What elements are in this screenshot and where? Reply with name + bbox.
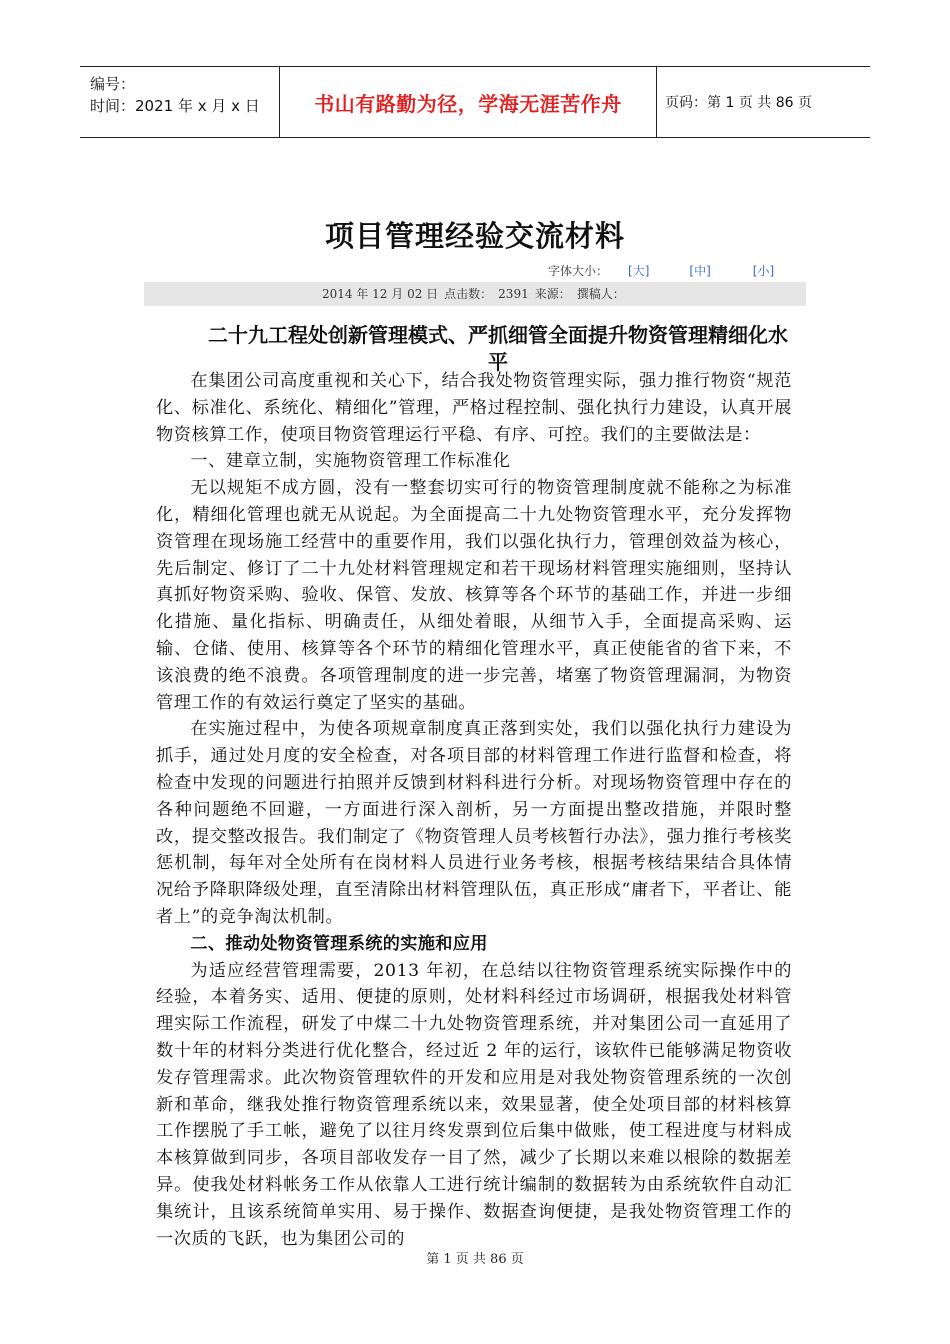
font-size-large-link[interactable]: [大] <box>628 264 650 278</box>
number-label: 编号： <box>90 75 136 93</box>
font-size-label: 字体大小： <box>548 264 609 278</box>
clicks-label: 点击数： <box>444 287 493 301</box>
document-title: 项目管理经验交流材料 <box>324 219 625 253</box>
section-heading: 二、推动处物资管理系统的实施和应用 <box>190 933 488 954</box>
page-header-table <box>80 66 870 138</box>
section-heading: 一、建章立制，实施物资管理工作标准化 <box>190 451 511 472</box>
page-info: 页码：第 1 页 共 86 页 <box>665 95 812 111</box>
article-body <box>156 368 792 1252</box>
article-subtitle: 二十九工程处创新管理模式、严抓细管全面提升物资管理精细化水平 <box>208 323 788 374</box>
article-meta-bar <box>144 282 806 306</box>
paragraph: 在集团公司高度重视和关心下，结合我处物资管理实际，强力推行物资“规范化、标准化、系统化、精细化”管理，严格过程控制、强化执行力建设，认真开展物资核算工作，使项目物资管理运行平稳、有序、可控。我们的主要做法是： <box>156 371 792 445</box>
font-size-small-link[interactable]: [小] <box>752 264 775 278</box>
font-size-medium-link[interactable]: [中] <box>689 264 711 278</box>
author-label: 撰稿人： <box>576 287 625 301</box>
paragraph: 在实施过程中，为使各项规章制度真正落到实处，我们以强化执行力建设为抓手，通过处月度的安全检查，对各项目部的材料管理工作进行监督和检查，将检查中发现的问题进行拍照并反馈到材料科进行分析。对现场物资管理中存在的各种问题绝不回避，一方面进行深入剖析，另一方面提出整改措施，并限时整改，提交整改报告。我们制定了《物资管理人员考核暂行办法》，强力推行考核奖惩机制，每年对全处所有在岗材料人员进行业务考核，根据考核结果结合具体情况给予降职降级处理，直至清除出材料管理队伍，真正形成“庸者下，平者让、能者上”的竞争淘汰机制。 <box>156 719 792 927</box>
publish-date: 2014 年 12 月 02 日 <box>322 287 439 301</box>
source-label: 来源： <box>534 287 571 301</box>
page-footer: 第 1 页 共 86 页 <box>426 1252 524 1267</box>
clicks-count: 2391 <box>498 287 529 301</box>
header-left-cell <box>80 67 280 137</box>
time-label: 时间：2021 年 x 月 x 日 <box>90 97 260 115</box>
font-size-controls <box>548 262 774 279</box>
paragraph: 无以规矩不成方圆，没有一整套切实可行的物资管理制度就不能称之为标准化，精细化管理也就无从说起。为全面提高二十九处物资管理水平，充分发挥物资管理在现场施工经营中的重要作用，我们以强化执行力，管理创效益为核心，先后制定、修订了二十九处材料管理规定和若干现场材料管理实施细则，坚持认真抓好物资采购、验收、保管、发放、核算等各个环节的基础工作，并进一步细化措施、量化指标、明确责任，从细处着眼，从细节入手，全面提高采购、运输、仓储、使用、核算等各个环节的精细化管理水平，真正使能省的省下来，不该浪费的绝不浪费。各项管理制度的进一步完善，堵塞了物资管理漏洞，为物资管理工作的有效运行奠定了坚实的基础。 <box>156 478 792 713</box>
motto: 书山有路勤为径，学海无涯苦作舟 <box>280 67 657 137</box>
paragraph: 为适应经营管理需要，2013 年初，在总结以往物资管理系统实际操作中的经验，本着务实、适用、便捷的原则，处材料科经过市场调研，根据我处材料管理实际工作流程，研发了中煤二十九处物资管理系统，并对集团公司一直延用了数十年的材料分类进行优化整合，经过近 2 年的运行，该软件已能够满足物资收发存管理需求。此次物资管理软件的开发和应用是对我处物资管理系统的一次创新和革命，继我处推行物资管理系统以来，效果显著，使全处项目部的材料核算工作摆脱了手工帐，避免了以往月终发票到位后集中做账，使工程进度与材料成本核算做到同步，各项目部收发存一目了然，减少了长期以来难以根除的数据差异。使我处材料帐务工作从依靠人工进行统计编制的数据转为由系统软件自动汇集统计，且该系统简单实用、易于操作、数据查询便捷，是我处物资管理工作的一次质的飞跃，也为集团公司的 <box>156 960 792 1249</box>
